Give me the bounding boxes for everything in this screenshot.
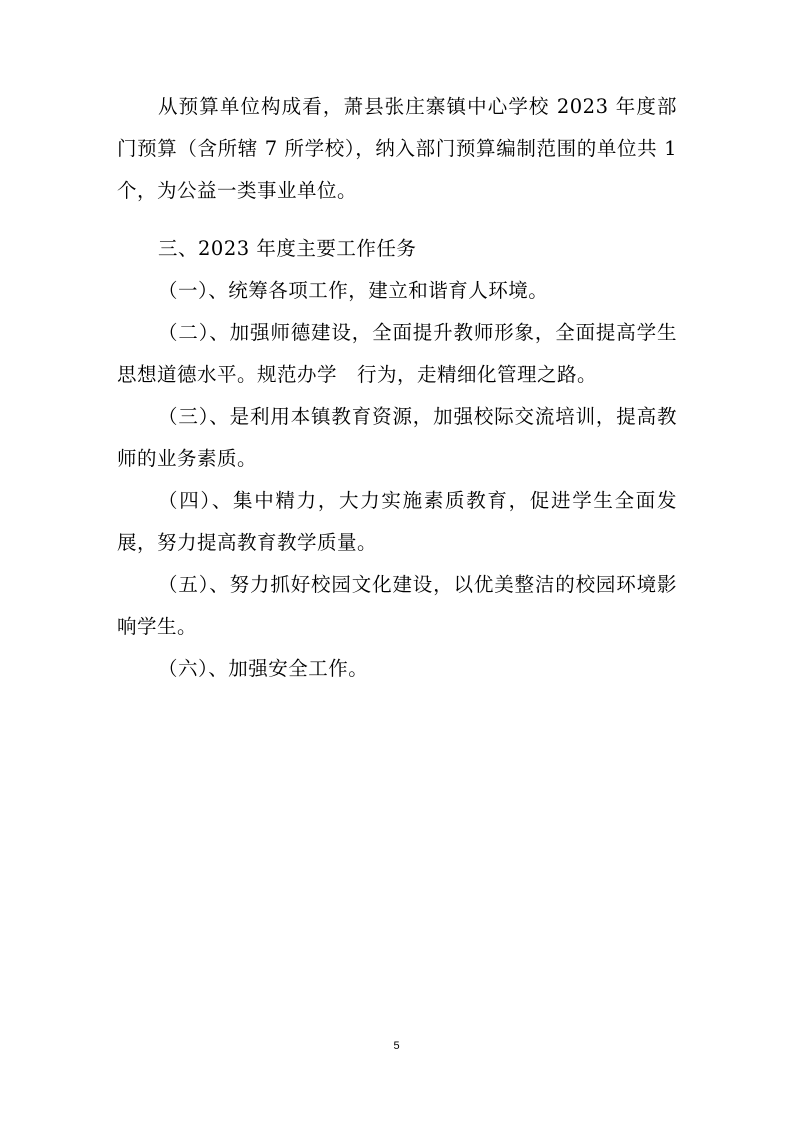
task-item-5: （五）、努力抓好校园文化建设，以优美整洁的校园环境影响学生。 <box>117 573 677 638</box>
page-number: 5 <box>393 1040 400 1052</box>
budget-unit-paragraph: 从预算单位构成看，萧县张庄寨镇中心学校 2023 年度部门预算（含所辖 7 所学校），纳入部门预算编制范围的单位共 1 个，为公益一类事业单位。 <box>117 95 677 202</box>
task-item-4: （四）、集中精力，大力实施素质教育，促进学生全面发展，努力提高教育教学质量。 <box>117 489 677 554</box>
task-item-3: （三）、是利用本镇教育资源，加强校际交流培训，提高教师的业务素质。 <box>117 405 677 470</box>
task-item-1: （一）、统筹各项工作，建立和谐育人环境。 <box>158 279 549 302</box>
task-item-2: （二）、加强师德建设，全面提升教师形象，全面提高学生思想道德水平。规范办学 行为，走精细化管理之路。 <box>117 321 677 386</box>
section-heading: 三、2023 年度主要工作任务 <box>158 237 417 260</box>
document-body <box>117 86 677 690</box>
task-item-6: （六）、加强安全工作。 <box>158 657 369 680</box>
